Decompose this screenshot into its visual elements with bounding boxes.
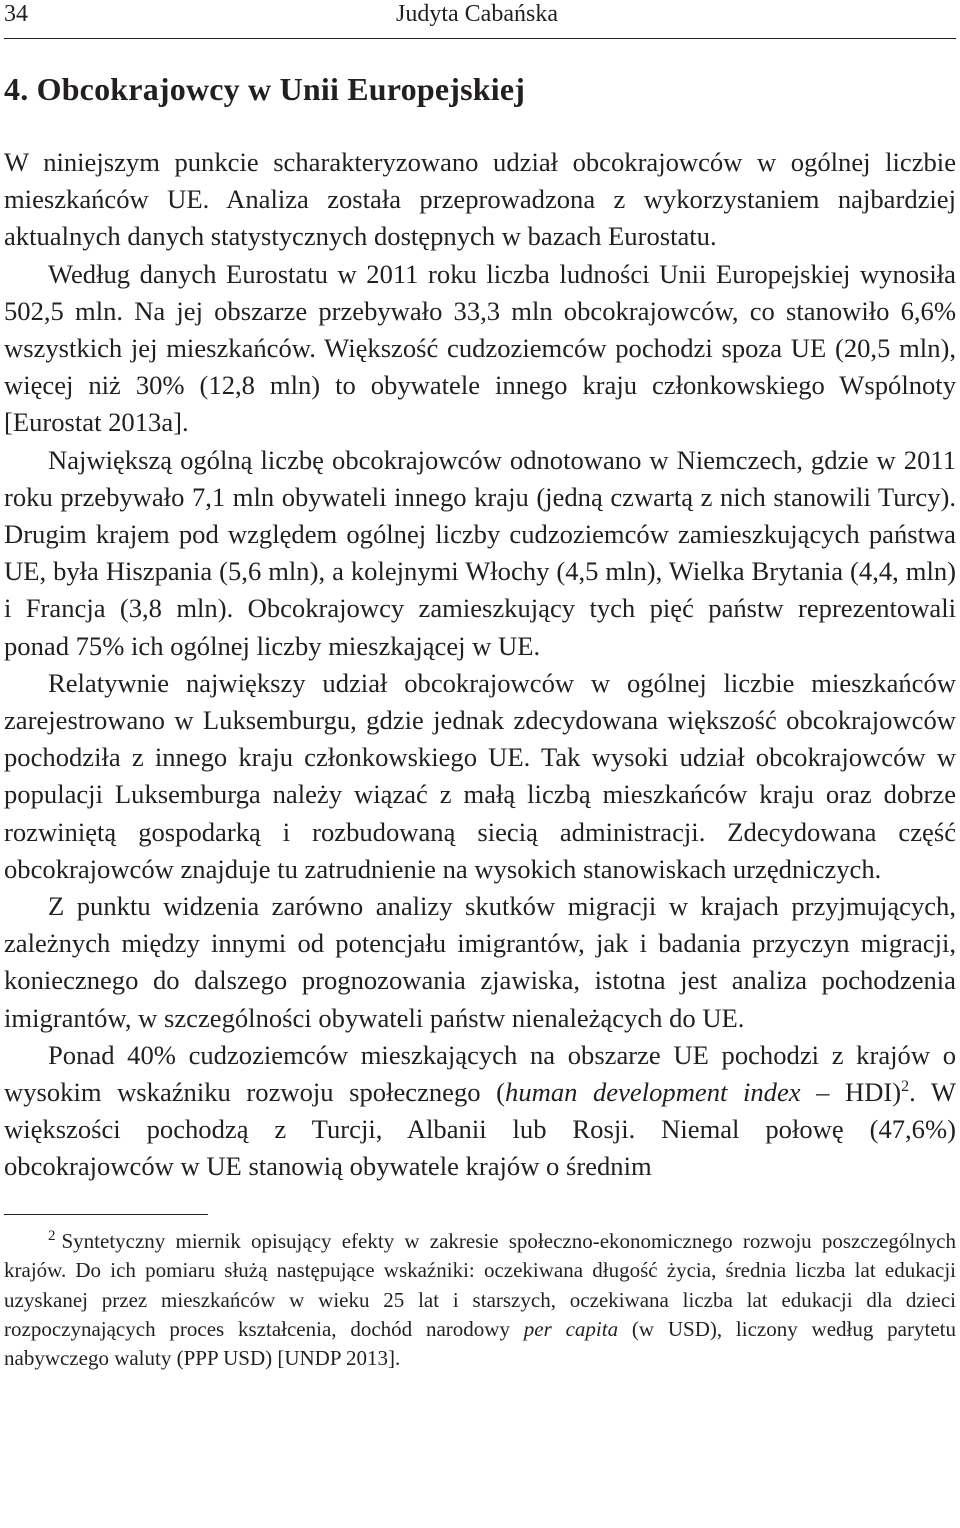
running-head	[4, 0, 956, 40]
paragraph-6-text-a: Ponad 40% cudzoziemców mieszkających na obszarze UE pochodzi z krajów o wysokim wskaźniku rozwoju społecznego (	[4, 1039, 956, 1108]
body-text	[4, 144, 956, 1186]
footnote-text-a: Syntetyczny miernik opisujący efekty w zakresie społeczno-ekonomicznego rozwoju poszczególnych krajów. Do ich pomiaru służą następujące wskaźniki: oczekiwana długość życia, średnia liczba lat edukacji uzyskanej przez mieszkańców w wieku 25 lat i starszych, oczekiwana liczba lat edukacji dla dzieci rozpoczynających proces kształcenia, dochód narodowy	[4, 1228, 956, 1341]
footnote-reference[interactable]: 2	[901, 1078, 910, 1096]
paragraph-6	[4, 1037, 956, 1186]
footnote-italic: per capita	[523, 1316, 619, 1341]
paragraph-6-italic: human development index	[505, 1077, 801, 1108]
paragraph-4: Relatywnie największy udział obcokrajowców w ogólnej liczbie mieszkańców zarejestrowano w Luksemburgu, gdzie jednak zdecydowana większość obcokrajowców pochodziła z innego kraju członkowskiego UE. Tak wysoki udział obcokrajowców w populacji Luksemburga należy wiązać z małą liczbą mieszkańców kraju oraz dobrze rozwiniętą gospodarką i rozbudowaną siecią administracji. Zdecydowana część obcokrajowców znajduje tu zatrudnienie na wysokich stanowiskach urzędniczych.	[4, 667, 956, 884]
header-rule	[4, 38, 956, 39]
paragraph-6-text-c: . W większości pochodzą z Turcji, Albanii lub Rosji. Niemal połowę (47,6%) obcokrajowców w UE stanowią obywatele krajów o średnim	[4, 1077, 957, 1182]
paragraph-5: Z punktu widzenia zarówno analizy skutków migracji w krajach przyjmujących, zależnych między innymi od potencjału imigrantów, jak i badania przyczyn migracji, koniecznego do dalszego prognozowania zjawiska, istotna jest analiza pochodzenia imigrantów, w szczególności obywateli państw nienależących do UE.	[4, 891, 956, 1033]
page-number: 34	[4, 1, 28, 27]
paragraph-2: Według danych Eurostatu w 2011 roku liczba ludności Unii Europejskiej wynosiła 502,5 mln. Na jej obszarze przebywało 33,3 mln obcokrajowców, co stanowiło 6,6% wszystkich jej mieszkańców. Większość cudzoziemców pochodzi spoza UE (20,5 mln), więcej niż 30% (12,8 mln) to obywatele innego kraju członkowskiego Wspólnoty [Eurostat 2013a].	[4, 258, 956, 438]
paragraph-6-text-b: – HDI)	[800, 1077, 902, 1108]
footnote-rule	[4, 1214, 208, 1215]
running-head-author: Judyta Cabańska	[396, 1, 558, 27]
book-page	[4, 0, 956, 1374]
footnote-number: 2	[48, 1227, 56, 1244]
paragraph-3: Największą ogólną liczbę obcokrajowców odnotowano w Niemczech, gdzie w 2011 roku przebywało 7,1 mln obywateli innego kraju (jedną czwartą z nich stanowili Turcy). Drugim krajem pod względem ogólnej liczby cudzoziemców zamieszkujących państwa UE, była Hiszpania (5,6 mln), a kolejnymi Włochy (4,5 mln), Wielka Brytania (4,4, mln) i Francja (3,8 mln). Obcokrajowcy zamieszkujący tych pięć państw reprezentowali ponad 75% ich ogólnej liczby mieszkającej w UE.	[4, 444, 956, 661]
section-title: 4. Obcokrajowcy w Unii Europejskiej	[4, 71, 526, 107]
footnote	[4, 1227, 956, 1374]
footnote-text-b: (w USD), liczony według parytetu nabywczego waluty (PPP USD) [UNDP 2013].	[4, 1316, 956, 1371]
paragraph-1: W niniejszym punkcie scharakteryzowano udział obcokrajowców w ogólnej liczbie mieszkańców UE. Analiza została przeprowadzona z wykorzystaniem najbardziej aktualnych danych statystycznych dostępnych w bazach Eurostatu.	[4, 147, 956, 252]
